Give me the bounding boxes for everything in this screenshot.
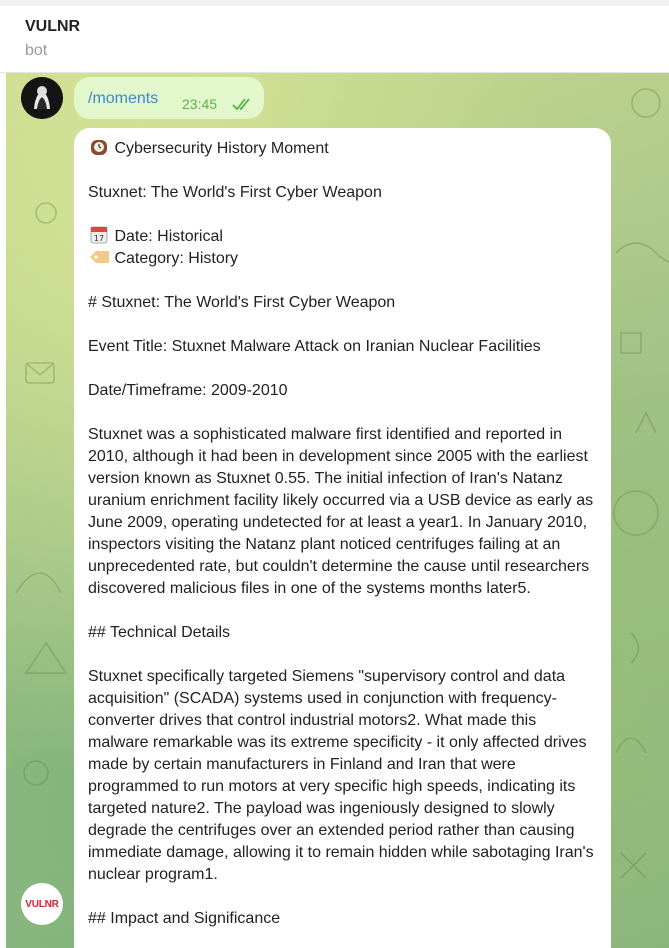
vulnr-logo: VULNR	[25, 898, 59, 910]
calendar-icon	[88, 226, 110, 244]
bot-avatar[interactable]	[21, 77, 63, 119]
impact-heading: ## Impact and Significance	[88, 910, 281, 927]
message-title: Cybersecurity History Moment	[114, 140, 329, 157]
chat-status: bot	[25, 42, 48, 59]
timeframe: Date/Timeframe: 2009-2010	[88, 382, 288, 399]
category-line	[88, 248, 600, 270]
heading-line: # Stuxnet: The World's First Cyber Weapon	[88, 294, 396, 311]
category-text: Category: History	[114, 250, 239, 267]
date-text: Date: Historical	[114, 228, 223, 245]
outgoing-command-bubble[interactable]	[74, 77, 264, 119]
message-time: 23:45	[182, 96, 218, 112]
chat-title[interactable]: VULNR	[25, 18, 81, 35]
mantelpiece-clock-icon	[88, 138, 110, 156]
label-tag-icon	[88, 248, 110, 266]
double-check-icon	[232, 97, 254, 111]
message-body	[88, 138, 600, 948]
svg-text:17: 17	[93, 234, 105, 243]
technical-heading: ## Technical Details	[88, 624, 231, 641]
event-title: Event Title: Stuxnet Malware Attack on Iranian Nuclear Facilities	[88, 338, 541, 355]
hooded-figure-icon	[21, 77, 63, 119]
paragraph-history: Stuxnet was a sophisticated malware first identified and reported in 2010, although it had been in development since 2005 with the earliest version known as Stuxnet 0.55. The initial infection of Iran's Natanz uranium enrichment facility likely occurred via a USB device as early as June 2009, operating undetected for at least a year1. In January 2010, inspectors visiting the Natanz plant noticed centrifuges failing at an unprecedented rate, but couldn't determine the cause until researchers discovered malicious files in one of the systems months later5.	[88, 426, 594, 597]
incoming-message-bubble[interactable]	[74, 128, 611, 948]
command-link[interactable]: /moments	[88, 90, 159, 107]
bot-logo-avatar[interactable]	[21, 883, 63, 925]
chat-header[interactable]	[0, 6, 669, 73]
date-line	[88, 226, 600, 248]
chat-area[interactable]	[6, 73, 669, 948]
message-subtitle: Stuxnet: The World's First Cyber Weapon	[88, 184, 382, 201]
paragraph-technical: Stuxnet specifically targeted Siemens "supervisory control and data acquisition" (SCADA) systems used in conjunction with frequency-converter drives that control industrial motors2. What made this malware remarkable was its extreme specificity - it only affected drives made by certain manufacturers in Finland and Iran that were programmed to run motors at very specific high speeds, indicating its targeted nature2. The payload was ingeniously designed to slowly degrade the centrifuges over an extended period rather than causing immediate damage, allowing it to remain hidden while sabotaging Iran's nuclear program1.	[88, 668, 594, 883]
message-title-line	[88, 138, 600, 160]
